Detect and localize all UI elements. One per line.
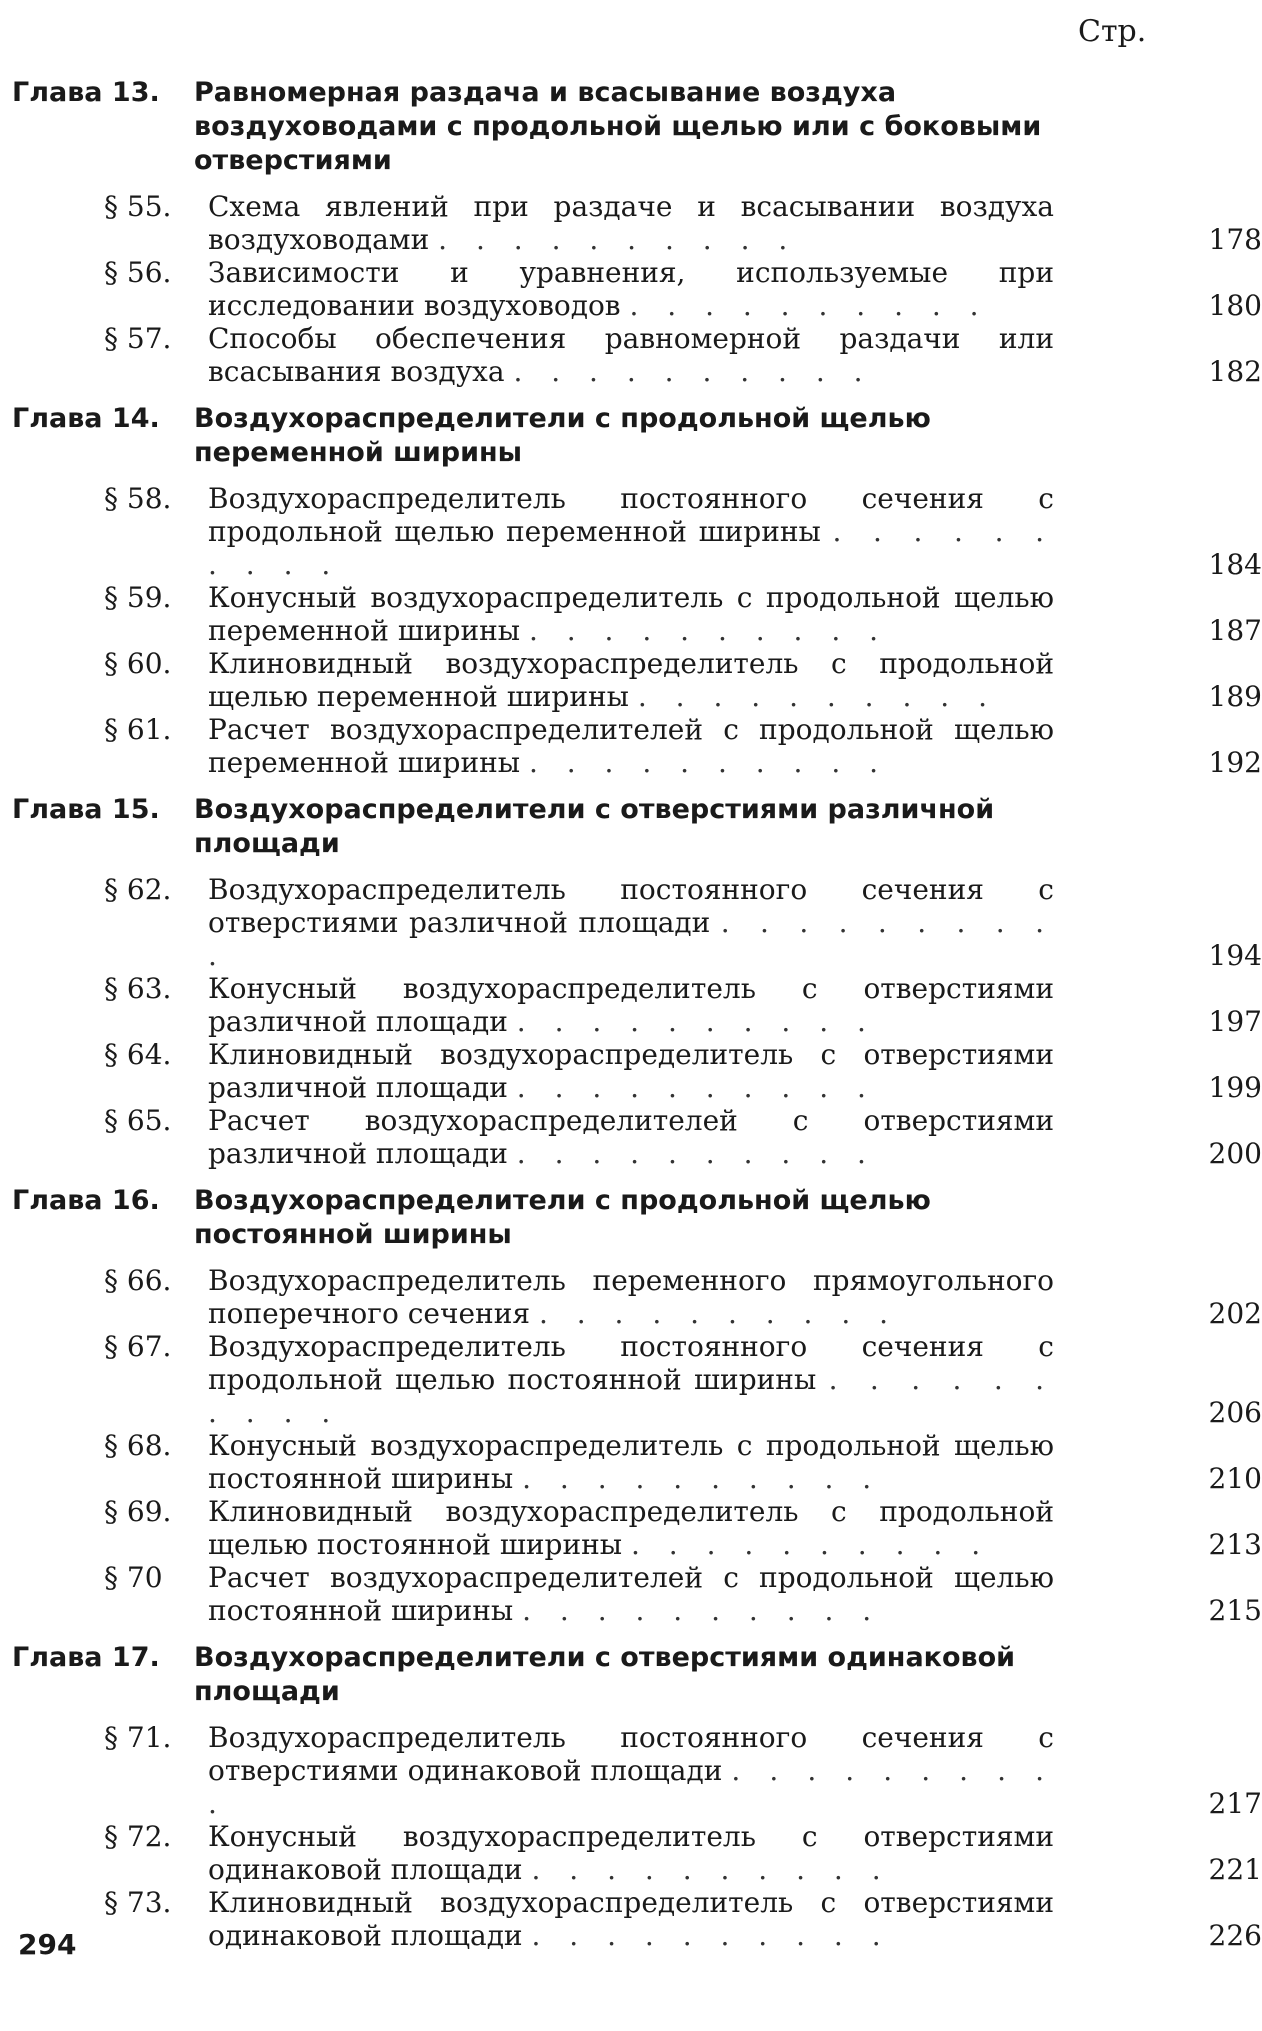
section-entry (0, 873, 1262, 972)
section-number: § 66. (104, 1264, 172, 1297)
section-body (208, 256, 1054, 322)
section-body (208, 1429, 1054, 1495)
section-number: § 69. (104, 1495, 172, 1528)
section-page-number: 200 (1208, 1137, 1262, 1170)
section-body (208, 1721, 1054, 1820)
section-page-number: 199 (1208, 1071, 1262, 1104)
section-list (0, 1264, 1262, 1627)
section-title: Расчет воздухораспределителей с продольной щелью постоянной ширины (208, 1561, 1054, 1627)
section-entry (0, 1038, 1262, 1104)
leader-dots: . . . . . . . . . . (531, 1853, 891, 1886)
leader-dots: . . . . . . . . . . (513, 355, 873, 388)
section-page-number: 226 (1208, 1919, 1262, 1952)
section-number: § 55. (104, 190, 172, 223)
section-page-number: 194 (1208, 939, 1262, 972)
section-page-number: 192 (1208, 746, 1262, 779)
section-number: § 60. (104, 647, 172, 680)
chapter-title: Воздухораспределители с отверстиями различной площади (194, 794, 995, 859)
section-entry (0, 1886, 1262, 1952)
leader-dots: . . . . . . . . . . (531, 1919, 891, 1952)
chapter-block (0, 793, 1262, 1170)
section-page-number: 213 (1208, 1528, 1262, 1561)
section-entry (0, 190, 1262, 256)
section-page-number: 206 (1208, 1396, 1262, 1429)
section-number: § 64. (104, 1038, 172, 1071)
leader-dots: . . . . . . . . . . (522, 1462, 882, 1495)
section-page-number: 215 (1208, 1594, 1262, 1627)
leader-dots: . . . . . . . . . . (528, 746, 889, 779)
section-body (208, 647, 1054, 713)
section-body (208, 1264, 1054, 1330)
section-title: Клиновидный воздухораспределитель с продольной щелью переменной ширины (208, 647, 1054, 713)
leader-dots: . . . . . . . . . . (538, 1297, 899, 1330)
section-title: Клиновидный воздухораспределитель с отверстиями различной площади (208, 1038, 1054, 1104)
section-title: Клиновидный воздухораспределитель с отверстиями одинаковой площади (208, 1886, 1054, 1952)
leader-dots: . . . . . . . . . . (208, 906, 1055, 972)
section-title: Воздухораспределитель переменного прямоугольного поперечного сечения (208, 1264, 1054, 1330)
section-body (208, 581, 1054, 647)
section-list (0, 1721, 1262, 1952)
chapter-title: Равномерная раздача и всасывание воздуха воздуховодами с продольной щелью или с боковыми отверстиями (194, 77, 1042, 176)
section-body (208, 1820, 1054, 1886)
section-page-number: 189 (1208, 680, 1262, 713)
section-title: Конусный воздухораспределитель с продольной щелью постоянной ширины (208, 1429, 1054, 1495)
section-number: § 68. (104, 1429, 172, 1462)
chapter-block (0, 402, 1262, 779)
leader-dots: . . . . . . . . . . (516, 1005, 876, 1038)
section-body (208, 713, 1054, 779)
section-page-number: 221 (1208, 1853, 1262, 1886)
section-title: Расчет воздухораспределителей с продольной щелью переменной ширины (208, 713, 1054, 779)
section-title: Конусный воздухораспределитель с отверстиями одинаковой площади (208, 1820, 1054, 1886)
page-number: 294 (18, 1928, 77, 1961)
section-body (208, 482, 1054, 581)
leader-dots: . . . . . . . . . . (528, 614, 889, 647)
section-page-number: 210 (1208, 1462, 1262, 1495)
section-number: § 57. (104, 322, 172, 355)
section-title: Конусный воздухораспределитель с продольной щелью переменной ширины (208, 581, 1054, 647)
chapter-number: Глава 13. (12, 77, 160, 108)
section-title: Расчет воздухораспределителей с отверстиями различной площади (208, 1104, 1054, 1170)
section-title: Клиновидный воздухораспределитель с продольной щелью постоянной ширины (208, 1495, 1054, 1561)
chapter-title: Воздухораспределители с продольной щелью постоянной ширины (194, 1185, 931, 1250)
section-entry (0, 647, 1262, 713)
section-body (208, 1330, 1054, 1429)
section-number: § 63. (104, 972, 172, 1005)
chapter-number: Глава 14. (12, 403, 160, 434)
leader-dots: . . . . . . . . . . (208, 1363, 1055, 1429)
section-title: Конусный воздухораспределитель с отверстиями различной площади (208, 972, 1054, 1038)
leader-dots: . . . . . . . . . . (637, 680, 997, 713)
section-number: § 72. (104, 1820, 172, 1853)
section-entry (0, 972, 1262, 1038)
chapter-number: Глава 17. (12, 1642, 160, 1673)
section-entry (0, 322, 1262, 388)
section-body (208, 1495, 1054, 1561)
chapter-heading (0, 793, 1072, 861)
chapter-title: Воздухораспределители с отверстиями одинаковой площади (194, 1642, 1016, 1707)
section-number: § 73. (104, 1886, 172, 1919)
section-entry (0, 482, 1262, 581)
section-title: Схема явлений при раздаче и всасывании воздуха воздуховодами (208, 190, 1054, 256)
section-page-number: 184 (1208, 548, 1262, 581)
chapter-heading (0, 1184, 1072, 1252)
section-body (208, 1104, 1054, 1170)
section-entry (0, 1721, 1262, 1820)
section-title: Воздухораспределитель постоянного сечения с продольной щелью переменной ширины (208, 482, 1054, 548)
section-title: Воздухораспределитель постоянного сечения с отверстиями одинаковой площади (208, 1721, 1054, 1787)
leader-dots: . . . . . . . . . . (438, 223, 798, 256)
leader-dots: . . . . . . . . . . (516, 1071, 876, 1104)
section-page-number: 217 (1208, 1787, 1262, 1820)
section-page-number: 187 (1208, 614, 1262, 647)
section-body (208, 1038, 1054, 1104)
section-page-number: 182 (1208, 355, 1262, 388)
section-page-number: 202 (1208, 1297, 1262, 1330)
section-entry (0, 1561, 1262, 1627)
leader-dots: . . . . . . . . . . (516, 1137, 876, 1170)
section-number: § 58. (104, 482, 172, 515)
section-number: § 61. (104, 713, 172, 746)
section-entry (0, 1264, 1262, 1330)
section-body (208, 873, 1054, 972)
page-column-label: Стр. (1078, 14, 1147, 49)
chapter-number: Глава 15. (12, 794, 160, 825)
section-page-number: 180 (1208, 289, 1262, 322)
section-body (208, 322, 1054, 388)
section-number: § 65. (104, 1104, 172, 1137)
section-title: Зависимости и уравнения, используемые при исследовании воздуховодов (208, 256, 1054, 322)
section-entry (0, 1820, 1262, 1886)
chapter-block (0, 76, 1262, 388)
section-body (208, 1886, 1054, 1952)
leader-dots: . . . . . . . . . . (629, 289, 989, 322)
section-entry (0, 1104, 1262, 1170)
chapter-heading (0, 76, 1072, 178)
section-body (208, 190, 1054, 256)
section-entry (0, 1429, 1262, 1495)
leader-dots: . . . . . . . . . . (208, 1754, 1054, 1820)
section-number: § 59. (104, 581, 172, 614)
section-number: § 71. (104, 1721, 172, 1754)
section-body (208, 972, 1054, 1038)
leader-dots: . . . . . . . . . . (208, 515, 1055, 581)
section-number: § 56. (104, 256, 172, 289)
section-page-number: 178 (1208, 223, 1262, 256)
section-title: Воздухораспределитель постоянного сечения с продольной щелью постоянной ширины (208, 1330, 1054, 1396)
section-list (0, 190, 1262, 388)
section-number: § 62. (104, 873, 172, 906)
chapter-block (0, 1641, 1262, 1952)
table-of-contents (0, 62, 1262, 1958)
section-title: Воздухораспределитель постоянного сечения с отверстиями различной площади (208, 873, 1054, 939)
section-number: § 70 (104, 1561, 163, 1594)
section-entry (0, 713, 1262, 779)
section-body (208, 1561, 1054, 1627)
section-entry (0, 581, 1262, 647)
chapter-title: Воздухораспределители с продольной щелью переменной ширины (194, 403, 931, 468)
section-entry (0, 256, 1262, 322)
section-entry (0, 1330, 1262, 1429)
leader-dots: . . . . . . . . . . (631, 1528, 991, 1561)
section-entry (0, 1495, 1262, 1561)
chapter-block (0, 1184, 1262, 1627)
section-number: § 67. (104, 1330, 172, 1363)
chapter-heading (0, 402, 1072, 470)
chapter-heading (0, 1641, 1072, 1709)
section-list (0, 873, 1262, 1170)
leader-dots: . . . . . . . . . . (522, 1594, 882, 1627)
section-page-number: 197 (1208, 1005, 1262, 1038)
chapter-number: Глава 16. (12, 1185, 160, 1216)
section-title: Способы обеспечения равномерной раздачи или всасывания воздуха (208, 322, 1054, 388)
section-list (0, 482, 1262, 779)
